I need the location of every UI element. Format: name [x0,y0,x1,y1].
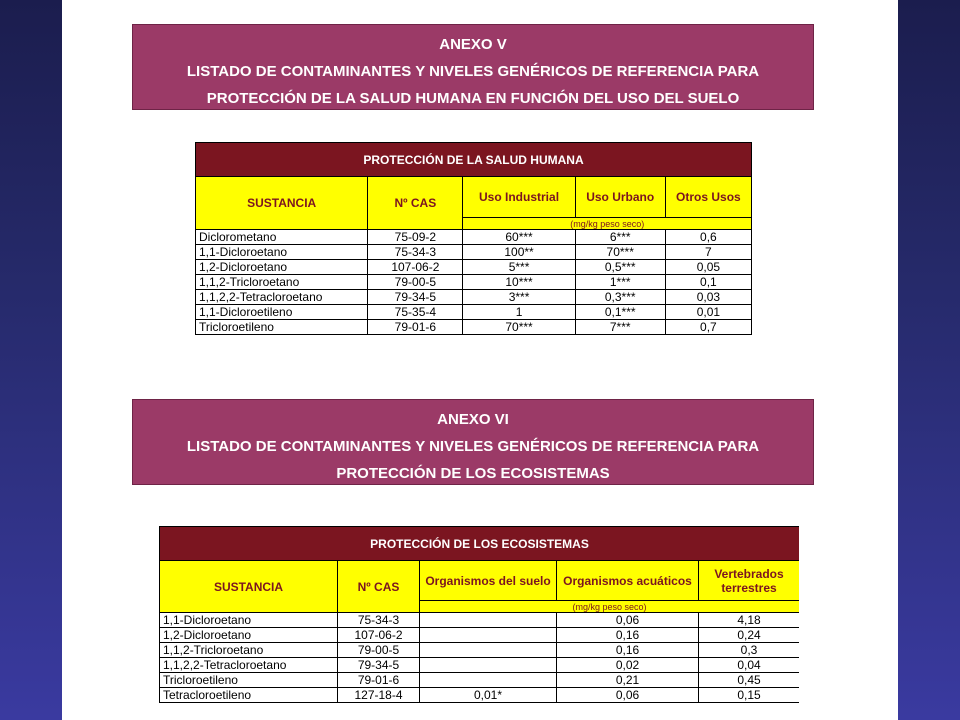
value-cell: 7 [665,245,751,260]
value-cell: 1*** [575,275,665,290]
value-cell: 79-34-5 [368,290,463,305]
ecosystems-table-wrapper [159,526,799,720]
value-cell: 0,7 [665,320,751,335]
value-cell: 79-34-5 [338,658,420,673]
table-row [196,230,752,245]
substance-cell: 1,1-Dicloroetileno [196,305,368,320]
table-title: PROTECCIÓN DE LOS ECOSISTEMAS [160,527,800,561]
value-cell: 70*** [575,245,665,260]
substance-cell: 1,1,2-Tricloroetano [196,275,368,290]
value-cell: 75-34-3 [368,245,463,260]
annex-vi-title: ANEXO VI [437,411,509,428]
substance-cell: Tetracloroetileno [160,688,338,703]
annex-v-subtitle-line1: LISTADO DE CONTAMINANTES Y NIVELES GENÉRICOS DE REFERENCIA PARA [186,63,760,80]
unit-label: (mg/kg peso seco) [420,601,800,613]
unit-label: (mg/kg peso seco) [463,218,752,230]
value-cell: 79-00-5 [338,643,420,658]
value-cell: 0,02 [557,658,699,673]
header-organismos-suelo: Organismos del suelo [420,561,557,601]
annex-v-banner [132,24,814,110]
value-cell: 107-06-2 [368,260,463,275]
value-cell: 0,1*** [575,305,665,320]
value-cell: 6*** [575,230,665,245]
value-cell [420,673,557,688]
table-row [160,643,800,658]
table-row [160,673,800,688]
value-cell: 0,24 [699,628,800,643]
substance-cell: Tricloroetileno [160,673,338,688]
table-row [160,613,800,628]
value-cell: 4,18 [699,613,800,628]
table-row [196,260,752,275]
header-sustancia: SUSTANCIA [160,561,338,613]
header-organismos-acuaticos: Organismos acuáticos [557,561,699,601]
annex-vi-subtitle-line1: LISTADO DE CONTAMINANTES Y NIVELES GENÉRICOS DE REFERENCIA PARA [186,438,760,455]
substance-cell: 1,2-Dicloroetano [196,260,368,275]
header-uso-urbano: Uso Urbano [575,177,665,218]
header-otros-usos: Otros Usos [665,177,751,218]
value-cell: 0,21 [557,673,699,688]
human-health-table-wrapper [195,142,752,347]
value-cell: 7*** [575,320,665,335]
value-cell: 70*** [463,320,575,335]
value-cell: 0,01* [420,688,557,703]
value-cell: 75-09-2 [368,230,463,245]
table-row [196,245,752,260]
value-cell [420,613,557,628]
value-cell: 79-00-5 [368,275,463,290]
value-cell: 60*** [463,230,575,245]
value-cell: 0,6 [665,230,751,245]
value-cell: 0,3 [699,643,800,658]
table-row [160,628,800,643]
substance-cell: 1,1,2,2-Tetracloroetano [196,290,368,305]
header-cas: Nº CAS [368,177,463,230]
value-cell: 0,3*** [575,290,665,305]
table-title: PROTECCIÓN DE LA SALUD HUMANA [196,143,752,177]
slide-page [62,0,898,720]
value-cell: 10*** [463,275,575,290]
value-cell: 0,16 [557,628,699,643]
value-cell: 75-34-3 [338,613,420,628]
substance-cell: 1,1-Dicloroetano [160,613,338,628]
annex-vi-banner [132,399,814,485]
value-cell: 75-35-4 [368,305,463,320]
value-cell: 0,06 [557,688,699,703]
value-cell [420,628,557,643]
substance-cell: 1,1,2-Tricloroetano [160,643,338,658]
value-cell: 0,45 [699,673,800,688]
value-cell: 0,15 [699,688,800,703]
substance-cell: 1,1-Dicloroetano [196,245,368,260]
value-cell: 0,05 [665,260,751,275]
value-cell: 5*** [463,260,575,275]
value-cell: 79-01-6 [338,673,420,688]
ecosystems-table [159,526,799,703]
value-cell: 0,1 [665,275,751,290]
value-cell: 0,04 [699,658,800,673]
value-cell: 0,03 [665,290,751,305]
table-row [196,290,752,305]
value-cell [420,658,557,673]
substance-cell: 1,1,2,2-Tetracloroetano [160,658,338,673]
value-cell: 79-01-6 [368,320,463,335]
substance-cell: Diclorometano [196,230,368,245]
value-cell [420,643,557,658]
substance-cell: 1,2-Dicloroetano [160,628,338,643]
value-cell: 1 [463,305,575,320]
table-row [196,305,752,320]
substance-cell: Tricloroetileno [196,320,368,335]
annex-vi-subtitle-line2: PROTECCIÓN DE LOS ECOSISTEMAS [336,465,610,482]
value-cell: 3*** [463,290,575,305]
value-cell: 0,16 [557,643,699,658]
header-cas: Nº CAS [338,561,420,613]
table-row [160,688,800,703]
annex-v-subtitle-line2: PROTECCIÓN DE LA SALUD HUMANA EN FUNCIÓN DEL USO DEL SUELO [206,90,740,107]
value-cell: 0,06 [557,613,699,628]
header-vertebrados-terrestres: Vertebrados terrestres [699,561,800,601]
table-row [196,320,752,335]
ecosystems-table-body [160,613,800,703]
value-cell: 100** [463,245,575,260]
value-cell: 107-06-2 [338,628,420,643]
annex-v-title: ANEXO V [439,36,507,53]
value-cell: 127-18-4 [338,688,420,703]
human-health-table [195,142,752,335]
value-cell: 0,01 [665,305,751,320]
header-sustancia: SUSTANCIA [196,177,368,230]
table-row [160,658,800,673]
value-cell: 0,5*** [575,260,665,275]
human-health-table-body [196,230,752,335]
table-row [196,275,752,290]
header-uso-industrial: Uso Industrial [463,177,575,218]
